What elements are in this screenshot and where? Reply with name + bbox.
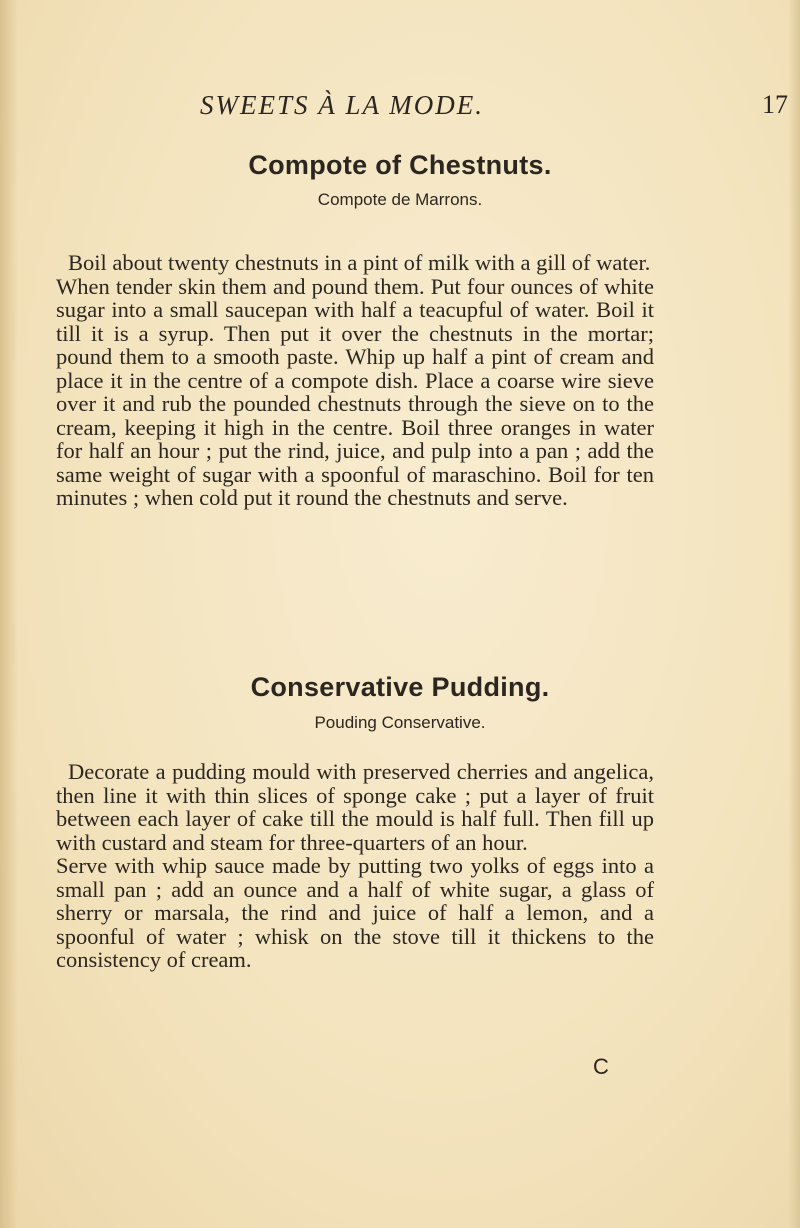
recipe-body-pudding bbox=[56, 760, 654, 972]
paragraph: When tender skin them and pound them. Put four ounces of white sugar into a small saucepan with half a teacupful of water. Boil it till it is a syrup. Then put it over the chestnuts in the mortar; pound them to a smooth paste. Whip up half a pint of cream and place it in the centre of a compote dish. Place a coarse wire sieve over it and rub the pounded chestnuts through the sieve on to the cream, keeping it high in the centre. Boil three oranges in water for half an hour ; put the rind, juice, and pulp into a pan ; add the same weight of sugar with a spoonful of maraschino. Boil for ten minutes ; when cold put it round the chestnuts and serve. bbox=[56, 273, 654, 510]
page-shadow-right bbox=[788, 0, 800, 1228]
recipe-subtitle-pudding: Pouding Conservative. bbox=[314, 713, 486, 732]
page-number: 17 bbox=[762, 90, 788, 119]
recipe-title-pudding: Conservative Pudding. bbox=[250, 672, 550, 702]
running-title: SWEETS À LA MODE. bbox=[200, 90, 484, 120]
paragraph: Boil about twenty chestnuts in a pint of milk with a gill of water. bbox=[68, 250, 651, 275]
recipe-subtitle-chestnuts: Compote de Marrons. bbox=[317, 190, 483, 209]
signature-mark: C bbox=[593, 1054, 609, 1079]
page-shadow-left bbox=[0, 0, 18, 1228]
recipe-body-chestnuts bbox=[56, 251, 654, 510]
paragraph: Serve with whip sauce made by putting two yolks of eggs into a small pan ; add an ounce and a half of white sugar, a glass of sherry or marsala, the rind and juice of half a lemon, and a spoonful of water ; whisk on the stove till it thickens to the consistency of cream. bbox=[56, 853, 654, 972]
page-header bbox=[200, 90, 800, 130]
paragraph: Decorate a pudding mould with preserved cherries and angelica, then line it with thin slices of sponge cake ; put a layer of fruit between each layer of cake till the mould is half full. Then fill up with custard and steam for three-quarters of an hour. bbox=[56, 759, 654, 855]
recipe-title-chestnuts: Compote of Chestnuts. bbox=[248, 150, 552, 180]
